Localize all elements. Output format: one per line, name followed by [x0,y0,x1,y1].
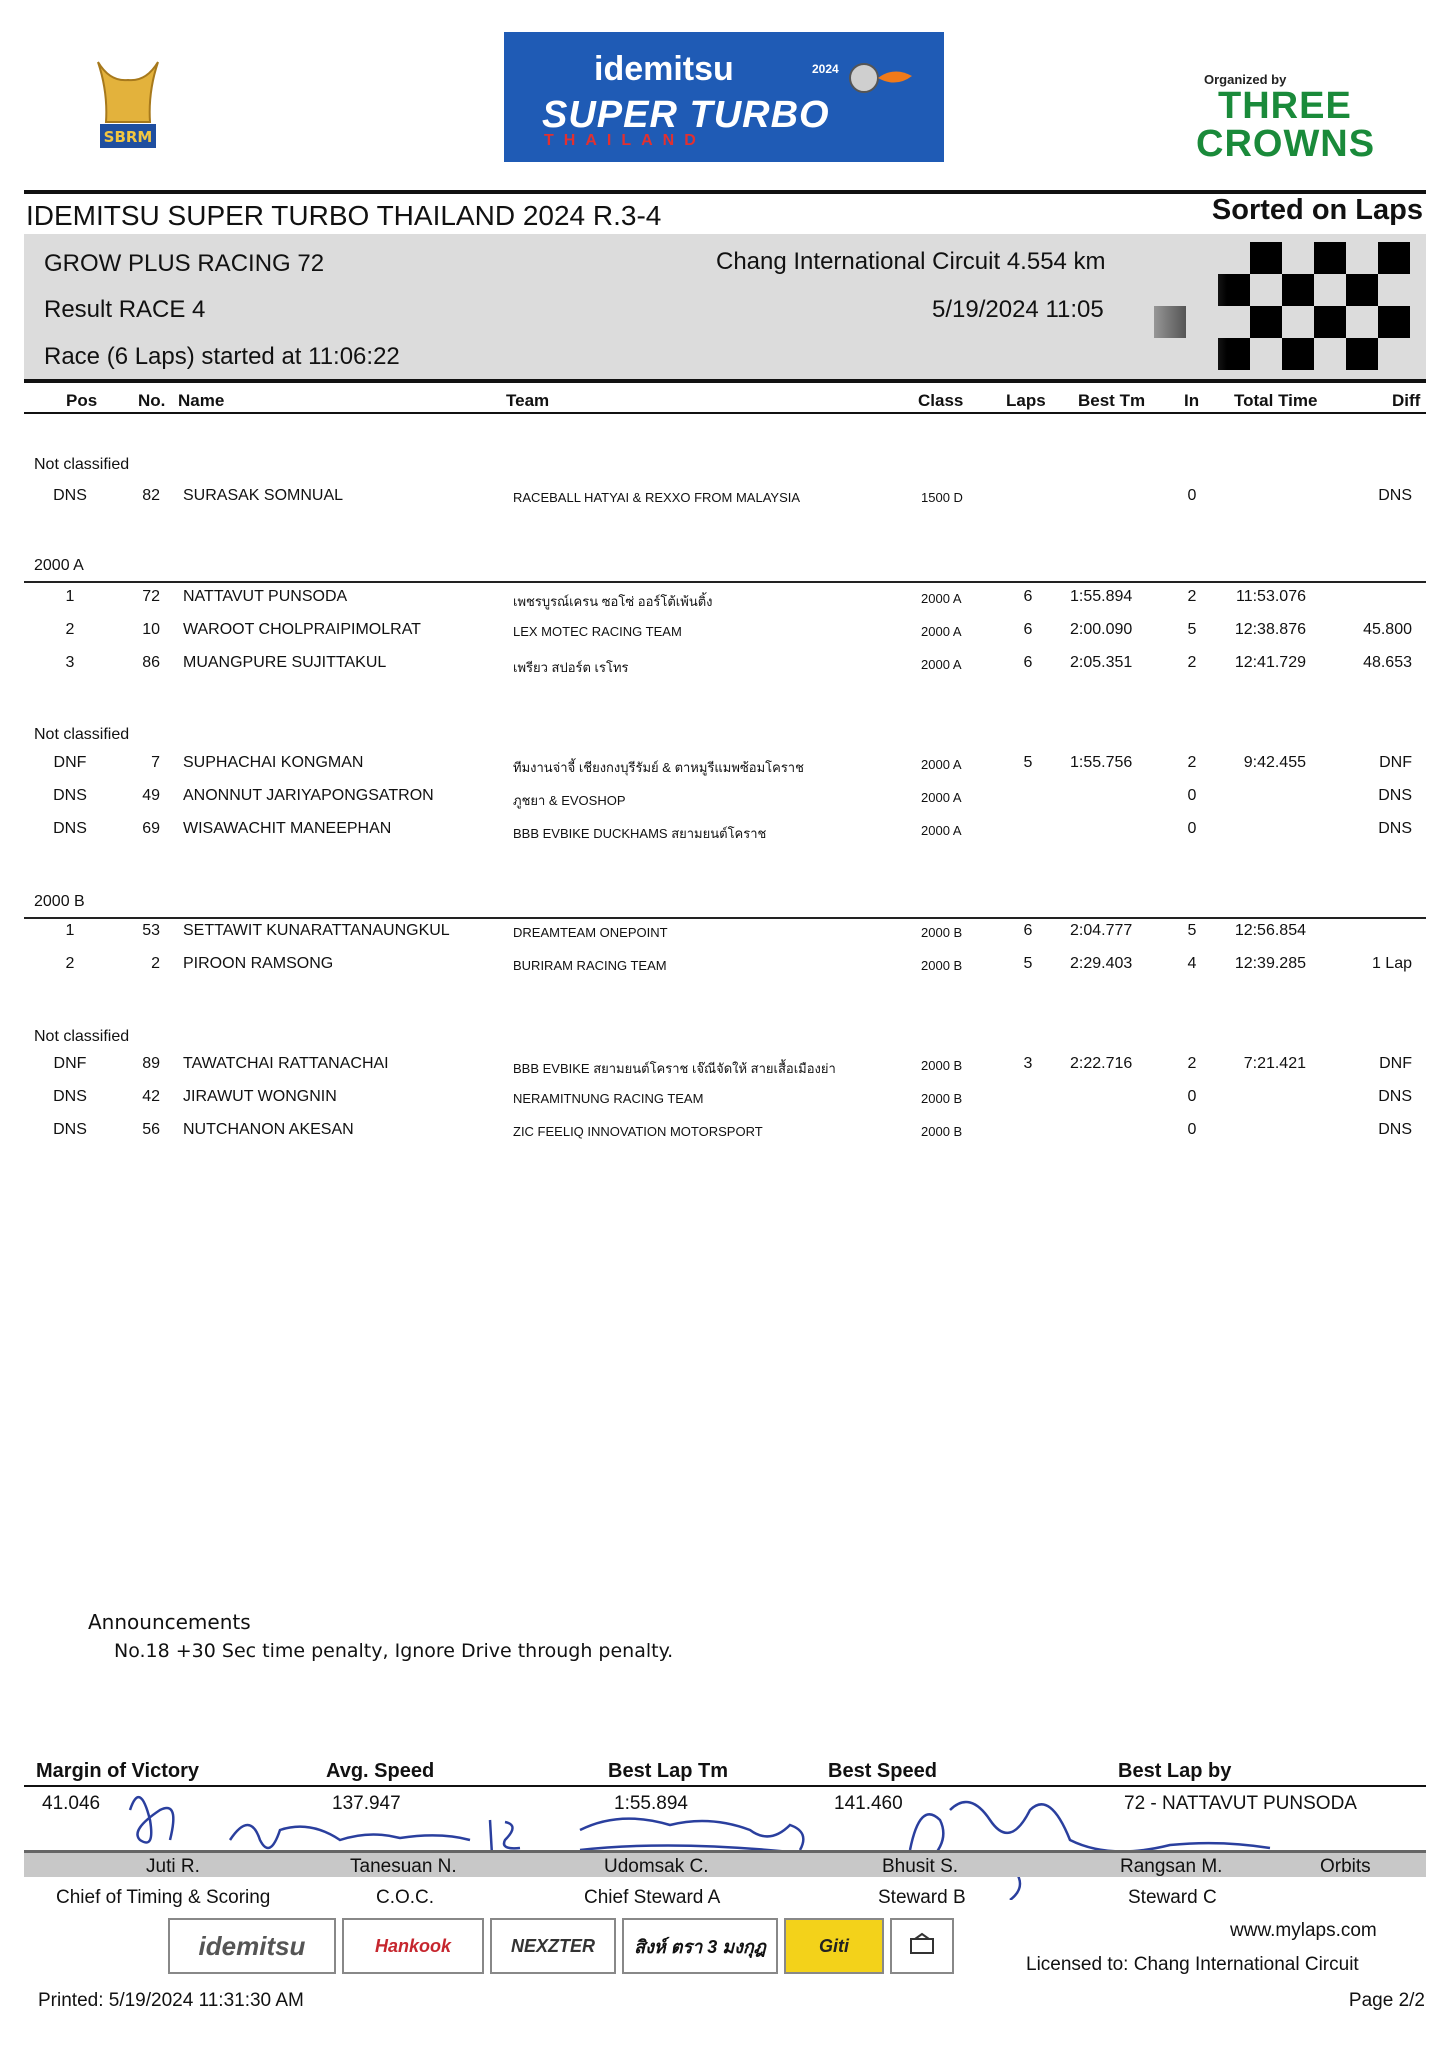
cell-no: 7 [151,754,160,771]
margin-value: 41.046 [42,1793,101,1814]
cell-in: 0 [1187,820,1197,837]
cell-class: 2000 A [921,624,962,639]
cell-name: ANONNUT JARIYAPONGSATRON [183,787,434,804]
cell-name: MUANGPURE SUJITTAKUL [183,654,387,671]
cell-team: ภูชยา & EVOSHOP [513,793,626,808]
announcements-title: Announcements [88,1610,251,1634]
cell-laps: 5 [1023,955,1033,972]
cell-in: 0 [1187,1121,1197,1138]
col-header-team: Team [506,391,550,410]
race-start-info: Race (6 Laps) started at 11:06:22 [44,343,400,370]
cell-in: 5 [1187,621,1197,638]
cell-total: 12:38.876 [1234,621,1306,638]
cell-name: WAROOT CHOLPRAIPIMOLRAT [183,621,421,638]
licensed-text: Licensed to: Chang International Circuit [1026,1954,1359,1975]
cell-class: 2000 B [921,1124,963,1139]
cell-diff: DNS [1378,1121,1412,1138]
announcement-text: No.18 +30 Sec time penalty, Ignore Drive through penalty. [114,1640,674,1662]
cell-pos: DNS [53,787,87,804]
official-role: Chief Steward A [584,1887,721,1908]
cell-best: 2:05.351 [1070,654,1133,671]
cell-in: 0 [1187,1088,1197,1105]
cell-diff: DNS [1378,487,1412,504]
cell-no: 89 [142,1055,160,1072]
turbo-icon [844,58,914,98]
three-crowns-logo [1196,72,1396,168]
best-speed-label: Best Speed [828,1760,937,1782]
col-header-in: In [1184,391,1200,410]
cell-laps: 6 [1023,654,1033,671]
cell-class: 2000 B [921,958,963,973]
group-label: 2000 A [34,557,84,574]
cell-total: 7:21.421 [1243,1055,1306,1072]
group-label: Not classified [34,1028,130,1045]
cell-name: PIROON RAMSONG [183,955,334,972]
cell-laps: 6 [1023,621,1033,638]
cell-diff: DNS [1378,1088,1412,1105]
cell-team: LEX MOTEC RACING TEAM [513,624,682,639]
cell-class: 2000 A [921,657,962,672]
cell-team: BBB EVBIKE DUCKHAMS สยามยนต์โคราช [513,826,767,841]
cell-total: 12:39.285 [1234,955,1306,972]
cell-pos: 1 [65,588,75,605]
logo-title: SUPER TURBO [542,94,830,136]
cell-diff: DNS [1378,820,1412,837]
cell-pos: DNS [53,487,87,504]
cell-pos: 1 [65,922,75,939]
col-header-diff: Diff [1392,391,1421,410]
cell-diff: DNS [1378,787,1412,804]
cell-pos: 2 [65,621,75,638]
official-role: Steward B [878,1887,966,1908]
best-lap-value: 1:55.894 [614,1793,688,1814]
official-role: Steward C [1128,1887,1217,1908]
handwritten-signatures [110,1770,1330,1900]
cell-team: ZIC FEELIQ INNOVATION MOTORSPORT [513,1124,763,1139]
official-name: Tanesuan N. [350,1856,457,1877]
cell-in: 2 [1187,654,1197,671]
avg-speed-value: 137.947 [332,1793,401,1814]
cell-laps: 5 [1023,754,1033,771]
cell-pos: DNF [53,1055,87,1072]
cell-no: 56 [142,1121,160,1138]
result-label: Result RACE 4 [44,296,206,323]
cell-in: 0 [1187,487,1197,504]
group-label: Not classified [34,456,130,473]
cell-best: 2:22.716 [1070,1055,1133,1072]
col-header-laps: Laps [1006,391,1046,410]
cell-laps: 6 [1023,922,1033,939]
left-logo-text: SBRM [103,128,153,146]
cell-best: 2:00.090 [1070,621,1133,638]
official-name: Juti R. [146,1856,200,1877]
cell-no: 10 [142,621,160,638]
cell-pos: DNS [53,1121,87,1138]
col-header-pos: Pos [66,391,98,410]
official-name: Bhusit S. [882,1856,959,1877]
cell-best: 2:04.777 [1070,922,1133,939]
cell-class: 1500 D [921,490,963,505]
cell-name: SURASAK SOMNUAL [183,487,344,504]
cell-in: 2 [1187,588,1197,605]
cell-diff: 48.653 [1363,654,1412,671]
avg-speed-label: Avg. Speed [326,1760,435,1782]
cell-total: 11:53.076 [1236,588,1306,605]
sponsor-logo: idemitsu [168,1918,336,1974]
col-header-name: Name [178,391,225,410]
cell-team: RACEBALL HATYAI & REXXO FROM MALAYSIA [513,490,801,505]
cell-class: 2000 B [921,925,963,940]
checkered-flag-icon [1120,234,1426,380]
cell-laps: 6 [1023,588,1033,605]
circuit-info: Chang International Circuit 4.554 km [716,248,1106,275]
cell-best: 1:55.894 [1070,588,1133,605]
header-rule [24,379,1426,383]
cell-class: 2000 A [921,591,962,606]
super-turbo-logo [504,32,944,162]
cell-diff: 1 Lap [1371,955,1412,972]
column-header-rule [24,412,1426,414]
cell-total: 12:41.729 [1234,654,1306,671]
left-crest-logo [88,52,168,158]
official-name: Rangsan M. [1120,1856,1223,1877]
printed-timestamp: Printed: 5/19/2024 11:31:30 AM [38,1990,304,2011]
cell-no: 82 [142,487,160,504]
group-rule [24,581,1426,583]
sort-label: Sorted on Laps [1211,194,1423,226]
cell-class: 2000 A [921,823,962,838]
col-header-total: Total Time [1234,391,1318,410]
organized-by-text: Organized by [1204,72,1287,87]
col-header-best: Best Tm [1078,391,1146,410]
website-text: www.mylaps.com [1230,1920,1377,1941]
sponsor-logo: สิงห์ ตรา 3 มงกุฎ [622,1918,778,1974]
team-name: GROW PLUS RACING 72 [44,250,325,277]
cell-pos: 3 [65,654,75,671]
cell-pos: DNS [53,820,87,837]
sponsor-logo: NEXZTER [490,1918,616,1974]
group-label: Not classified [34,726,130,743]
page-number: Page 2/2 [1348,1990,1425,2011]
logo-year: 2024 [812,62,839,76]
cell-no: 49 [142,787,160,804]
cell-no: 2 [151,955,160,972]
cell-best: 2:29.403 [1070,955,1133,972]
cell-total: 12:56.854 [1234,922,1306,939]
cell-name: WISAWACHIT MANEEPHAN [183,820,392,837]
logo-word-crowns: CROWNS [1196,123,1376,165]
cell-diff: DNF [1379,1055,1412,1072]
cell-class: 2000 A [921,757,962,772]
cell-team: DREAMTEAM ONEPOINT [513,925,668,940]
best-speed-value: 141.460 [834,1793,903,1814]
cell-diff: DNF [1379,754,1412,771]
cell-name: SUPHACHAI KONGMAN [183,754,364,771]
col-header-no: No. [138,391,166,410]
cell-in: 5 [1187,922,1197,939]
best-lap-label: Best Lap Tm [608,1760,729,1782]
sponsor-logo: Giti [784,1918,884,1974]
cell-no: 69 [142,820,160,837]
cell-pos: 2 [65,955,75,972]
group-label: 2000 B [34,893,85,910]
cell-team: BBB EVBIKE สยามยนต์โคราช เจ๊ณีจัดให้ สายเสื้อเมืองย่า [513,1061,836,1076]
cell-pos: DNS [53,1088,87,1105]
cell-class: 2000 A [921,790,962,805]
cell-best: 1:55.756 [1070,754,1133,771]
best-lap-by-value: 72 - NATTAVUT PUNSODA [1124,1793,1357,1814]
cell-team: เพชรบูรณ์เครน ซอโซ่ ออร์โต้เพ้นติ้ง [513,594,713,609]
cell-in: 2 [1187,1055,1197,1072]
cell-in: 0 [1187,787,1197,804]
cell-total: 9:42.455 [1243,754,1306,771]
cell-name: NUTCHANON AKESAN [183,1121,354,1138]
cell-no: 42 [142,1088,160,1105]
cell-no: 86 [142,654,160,671]
cell-name: TAWATCHAI RATTANACHAI [183,1055,389,1072]
official-role: Chief of Timing & Scoring [56,1887,271,1908]
race-datetime: 5/19/2024 11:05 [932,296,1104,323]
official-role: C.O.C. [376,1887,435,1908]
logo-sub: THAILAND [544,132,706,149]
cell-team: NERAMITNUNG RACING TEAM [513,1091,704,1106]
sponsor-logo: Hankook [342,1918,484,1974]
cell-in: 4 [1187,955,1197,972]
cell-pos: DNF [53,754,87,771]
official-name: Udomsak C. [604,1856,709,1877]
cell-class: 2000 B [921,1058,963,1073]
cell-no: 53 [142,922,160,939]
best-lap-by-label: Best Lap by [1118,1760,1232,1782]
cell-team: ทีมงานจ่าจี้ เชียงกงบุรีรัมย์ & ตาหมูรีแมพซ้อมโคราช [513,760,804,775]
cell-in: 2 [1187,754,1197,771]
official-name: Orbits [1320,1856,1371,1877]
group-rule [24,917,1426,919]
cell-laps: 3 [1023,1055,1033,1072]
cell-name: NATTAVUT PUNSODA [183,588,348,605]
logo-word-three: THREE [1218,85,1352,127]
margin-label: Margin of Victory [36,1760,199,1782]
cell-no: 72 [142,588,160,605]
cell-class: 2000 B [921,1091,963,1106]
event-title: IDEMITSU SUPER TURBO THAILAND 2024 R.3-4 [26,200,662,231]
sponsor-emblem-icon [890,1918,954,1974]
cell-name: SETTAWIT KUNARATTANAUNGKUL [183,922,450,939]
cell-name: JIRAWUT WONGNIN [183,1088,337,1105]
logo-brand: idemitsu [594,50,734,88]
col-header-class: Class [918,391,964,410]
cell-diff: 45.800 [1363,621,1412,638]
cell-team: เพรียว สปอร์ต เรโทร [513,660,629,675]
cell-team: BURIRAM RACING TEAM [513,958,667,973]
